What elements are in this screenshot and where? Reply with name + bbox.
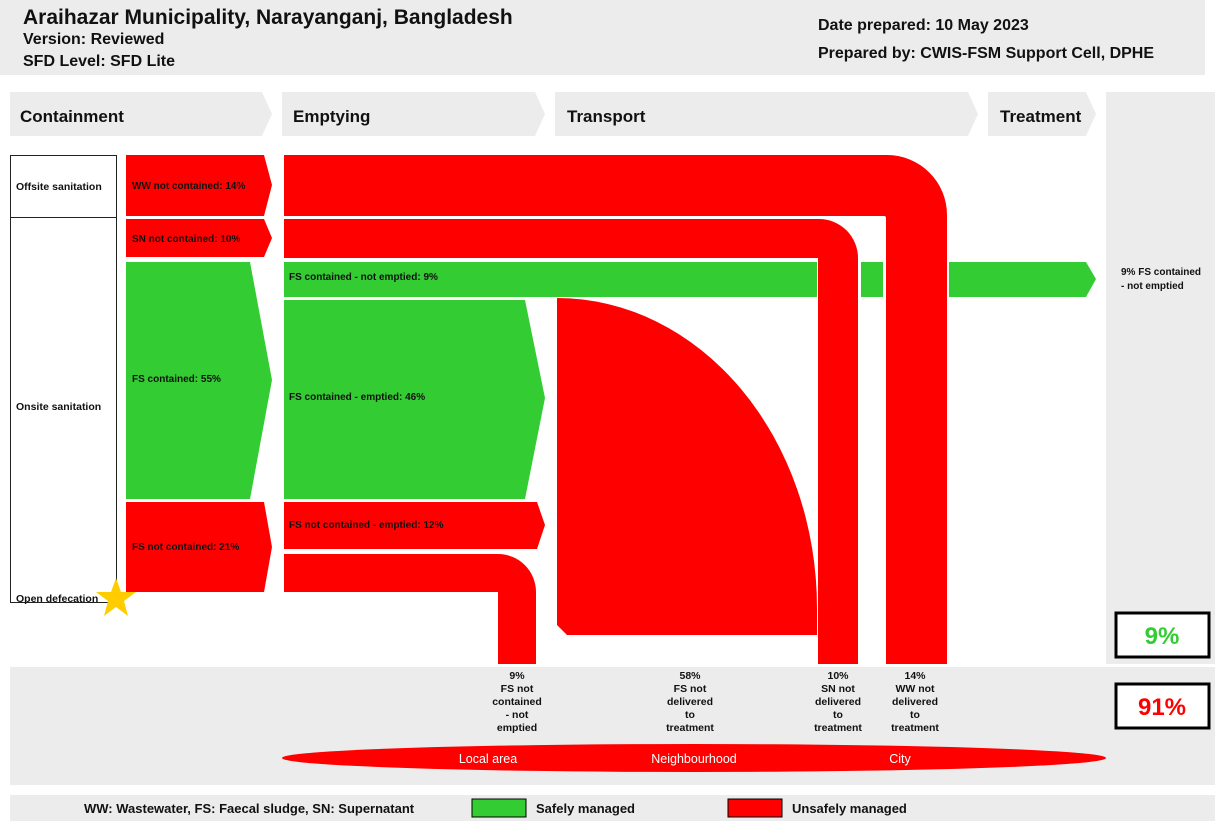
stage-treatment-label: Treatment (1000, 107, 1082, 126)
offsite-label: Offsite sanitation (16, 181, 102, 193)
flow-fs-not-emptied-seg3 (949, 262, 1096, 297)
stage-containment-label: Containment (20, 107, 124, 126)
fs-not-emptied-pipe (284, 554, 536, 664)
sfd-level-label: SFD Level: SFD Lite (23, 53, 176, 70)
svg-text:WW not: WW not (895, 683, 935, 695)
svg-text:to: to (833, 709, 843, 721)
svg-text:treatment: treatment (666, 722, 714, 734)
version-label: Version: Reviewed (23, 31, 165, 48)
svg-text:14%: 14% (904, 670, 926, 682)
open-defecation-label: Open defecation (16, 593, 99, 605)
svg-text:delivered: delivered (814, 696, 862, 708)
date-prepared-label: Date prepared: 10 May 2023 (818, 17, 1029, 34)
page-title: Araihazar Municipality, Narayanganj, Bangladesh (23, 6, 513, 29)
legend-safe-swatch (472, 799, 526, 817)
area-city: City (889, 752, 911, 766)
flow-fs-not-emptied-seg2 (861, 262, 883, 297)
onsite-label: Onsite sanitation (16, 401, 102, 413)
svg-text:SN not: SN not (821, 683, 855, 695)
svg-text:treatment: treatment (814, 722, 862, 734)
treatment-side-panel (1106, 92, 1215, 664)
svg-text:emptied: emptied (496, 722, 538, 734)
prepared-by-label: Prepared by: CWIS-FSM Support Cell, DPHE (818, 45, 1155, 62)
right-label-line2: - not emptied (1121, 281, 1184, 292)
legend-safe: Safely managed (536, 801, 635, 816)
label-fs-nc-emptied: FS not contained - emptied: 12% (289, 520, 444, 531)
svg-text:delivered: delivered (666, 696, 714, 708)
svg-text:delivered: delivered (891, 696, 939, 708)
svg-text:58%: 58% (679, 670, 701, 682)
label-ww-not-contained: WW not contained: 14% (132, 181, 246, 192)
area-local: Local area (458, 752, 518, 766)
fs-not-delivered-fan (557, 298, 817, 635)
svg-text:- not: - not (505, 709, 529, 721)
svg-text:contained: contained (492, 696, 542, 708)
unsafe-total: 91% (1137, 694, 1187, 721)
legend-abbrev: WW: Wastewater, FS: Faecal sludge, SN: Supernatant (84, 801, 415, 816)
label-fs-emptied: FS contained - emptied: 46% (289, 392, 426, 403)
svg-text:10%: 10% (827, 670, 849, 682)
svg-text:to: to (685, 709, 695, 721)
label-fs-not-contained: FS not contained: 21% (132, 542, 240, 553)
stage-transport-label: Transport (567, 107, 646, 126)
area-neighbourhood: Neighbourhood (651, 752, 737, 766)
label-fs-contained: FS contained: 55% (132, 374, 221, 385)
svg-text:FS not: FS not (673, 683, 707, 695)
label-sn-not-contained: SN not contained: 10% (132, 234, 241, 245)
legend-unsafe: Unsafely managed (792, 801, 907, 816)
svg-text:FS not: FS not (500, 683, 534, 695)
stage-emptying-label: Emptying (293, 107, 371, 126)
right-label-line1: 9% FS contained (1121, 267, 1202, 278)
svg-text:treatment: treatment (891, 722, 939, 734)
legend-unsafe-swatch (728, 799, 782, 817)
label-fs-not-emptied: FS contained - not emptied: 9% (289, 272, 438, 283)
safe-total: 9% (1144, 623, 1180, 650)
svg-text:9%: 9% (509, 670, 525, 682)
svg-text:to: to (910, 709, 920, 721)
